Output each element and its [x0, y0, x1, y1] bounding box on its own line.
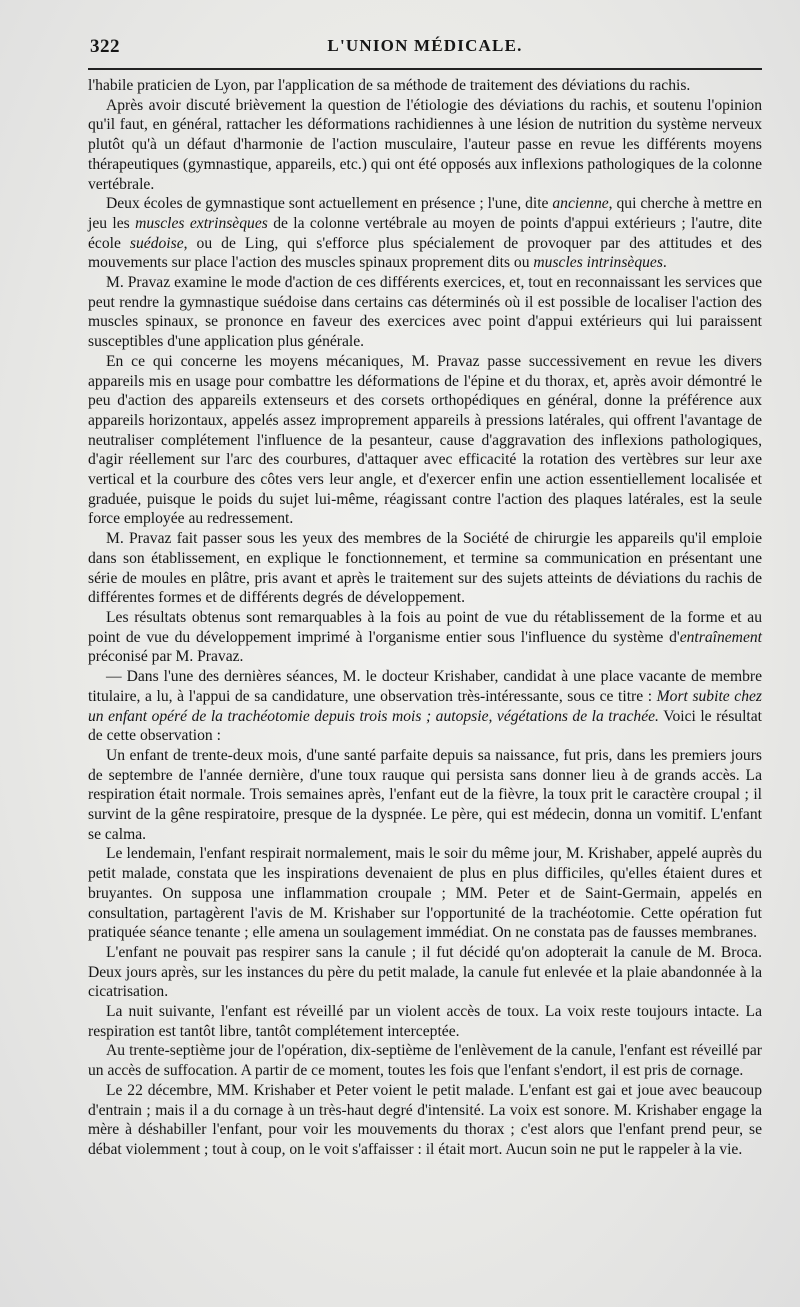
running-title: L'UNION MÉDICALE. [327, 36, 523, 55]
italic-text: muscles intrinsèques [533, 254, 663, 272]
text-run: Au trente-septième jour de l'opération, dix-septième de l'enlèvement de la canule, l'enfant est réveillé par un accès de suffocation. A partir de ce moment, toutes les fois que l'enfant s'endort, il est pris de cornage. [88, 1042, 762, 1080]
italic-text: Mort subite chez un enfant opéré de la trachéotomie depuis trois mois ; autopsie, végétations de la trachée. [88, 687, 762, 725]
text-run: préconisé par M. Pravaz. [88, 648, 244, 666]
text-run: Le lendemain, l'enfant respirait normalement, mais le soir du même jour, M. Krishaber, appelé auprès du petit malade, constata que les inspirations devenaient de plus en plus difficiles, qu'elles étaient dures et bruyantes. On supposa une inflammation croupale ; MM. Peter et de Saint-Germain, appelés en consultation, partagèrent l'avis de M. Krishaber sur l'opportunité de la trachéotomie. Cette opération fut pratiquée séance tenante ; elle amena un soulagement immédiat. On ne constata pas de fausses membranes. [88, 845, 762, 942]
text-run: , ou de Ling, qui s'efforce plus spécialement de provoquer par des attitudes et des mouvements sur place l'action des muscles spinaux proprement dits ou [88, 234, 762, 272]
text-run: M. Pravaz examine le mode d'action de ces différents exercices, et, tout en reconnaissant les services que peut rendre la gymnastique suédoise dans certains cas déterminés où il est possible de localiser l'action des muscles spinaux, se prononce en faveur des exercices avec point d'appui extérieurs qui lui paraissent susceptibles d'une application plus générale. [88, 274, 762, 351]
paragraph [88, 96, 762, 195]
text-run: , qui cherche à mettre en jeu les [88, 195, 762, 232]
paragraph [88, 943, 762, 1002]
italic-text: muscles extrinsèques [135, 214, 268, 232]
paragraph [88, 667, 762, 746]
text-run: Un enfant de trente-deux mois, d'une santé parfaite depuis sa naissance, fut pris, dans les premiers jours de septembre de l'année dernière, d'une toux rauque qui persista sans donner lieu à de grands accès. La respiration était normale. Trois semaines après, l'enfant eut de la fièvre, la toux prit le caractère croupal ; il survint de la gêne respiratoire, presque de la dyspnée. Le père, qui est médecin, donna un vomitif. L'enfant se calma. [88, 746, 762, 843]
text-run: de la colonne vertébrale au moyen de points d'appui extérieurs ; l'autre, dite école [88, 214, 763, 252]
italic-text: ancienne [552, 195, 609, 213]
page-header [88, 30, 762, 66]
paragraph [88, 352, 762, 529]
text-run: L'enfant ne pouvait pas respirer sans la canule ; il fut décidé qu'on adopterait la canule de M. Broca. Deux jours après, sur les instances du père du petit malade, la canule fut enlevée et la plaie abandonnée à la cicatrisation. [88, 943, 762, 1001]
paragraph [88, 529, 762, 608]
text-run: En ce qui concerne les moyens mécaniques, M. Pravaz passe successivement en revue les divers appareils mis en usage pour combattre les déformations de l'épine et du thorax, et, après avoir démontré le peu d'action des appareils extenseurs et des corsets orthopédiques en général, donne la préférence aux appareils horizontaux, appelés assez improprement appareils à pressions latérales, qui offrent l'avantage de neutraliser complétement l'influence de la pesanteur, cause d'aggravation des inflexions pathologiques, d'agir réellement sur l'arc des courbures, d'attaquer avec efficacité la rotation des vertèbres sur leur axe vertical et la courbure des côtes vers leur angle, et d'exercer enfin une action essentiellement localisée et graduée, puisque le poids du sujet lui-même, réagissant contre l'action des plaques latérales, est la seule force employée au redressement. [88, 352, 762, 528]
paragraph [88, 1041, 762, 1080]
text-run: La nuit suivante, l'enfant est réveillé par un violent accès de toux. La voix reste toujours intacte. La respiration est tantôt libre, tantôt complétement interceptée. [88, 1003, 762, 1040]
article-body [88, 76, 762, 1160]
paragraph [88, 76, 762, 96]
page-number: 322 [90, 36, 120, 57]
header-rule [88, 68, 762, 70]
text-run: l'habile praticien de Lyon, par l'application de sa méthode de traitement des déviations du rachis. [88, 77, 691, 94]
italic-text: entraînement [679, 628, 762, 646]
text-run: Deux écoles de gymnastique sont actuellement en présence ; l'une, dite [106, 195, 553, 213]
paragraph [88, 746, 762, 845]
paragraph [88, 273, 762, 352]
italic-text: suédoise [129, 234, 184, 252]
paragraph [88, 194, 762, 273]
paragraph [88, 1081, 762, 1160]
text-run: Après avoir discuté brièvement la question de l'étiologie des déviations du rachis, et soutenu l'opinion qu'il faut, en général, rattacher les déformations rachidiennes à une lésion de nutrition du système nerveux plutôt qu'à un défaut d'harmonie de l'action musculaire, l'auteur passe en revue les différents moyens thérapeutiques (gymnastique, appareils, etc.) qui ont été opposés aux inflexions pathologiques de la colonne vertébrale. [88, 96, 762, 193]
paragraph [88, 844, 762, 943]
text-run: . [662, 254, 667, 272]
text-run: Les résultats obtenus sont remarquables à la fois au point de vue du rétablissement de la forme et au point de vue du développement imprimé à l'organisme entier sous l'influence du système d' [88, 608, 762, 646]
text-run: M. Pravaz fait passer sous les yeux des membres de la Société de chirurgie les appareils qu'il emploie dans son établissement, en explique le fonctionnement, et termine sa communication en présentant une série de moules en plâtre, pris avant et après le traitement sur des sujets atteints de déviations du rachis de différentes formes et de différents degrés de développement. [88, 530, 762, 607]
text-run: — Dans l'une des dernières séances, M. le docteur Krishaber, candidat à une place vacante de membre titulaire, a lu, à l'appui de sa candidature, une observation très-intéressante, sous ce titre : [88, 668, 762, 705]
text-run: Voici le résultat de cette observation : [88, 707, 762, 745]
paragraph [88, 608, 762, 667]
text-run: Le 22 décembre, MM. Krishaber et Peter voient le petit malade. L'enfant est gai et joue avec beaucoup d'entrain ; mais il a du cornage à un très-haut degré d'intensité. La voix est sonore. M. Krishaber engage la mère à déshabiller l'enfant, pour voir les mouvements du thorax ; c'est alors que l'enfant prend peur, se débat violemment ; tout à coup, on le voit s'affaisser : il était mort. Aucun soin ne put le rappeler à la vie. [88, 1081, 762, 1158]
paragraph [88, 1002, 762, 1041]
